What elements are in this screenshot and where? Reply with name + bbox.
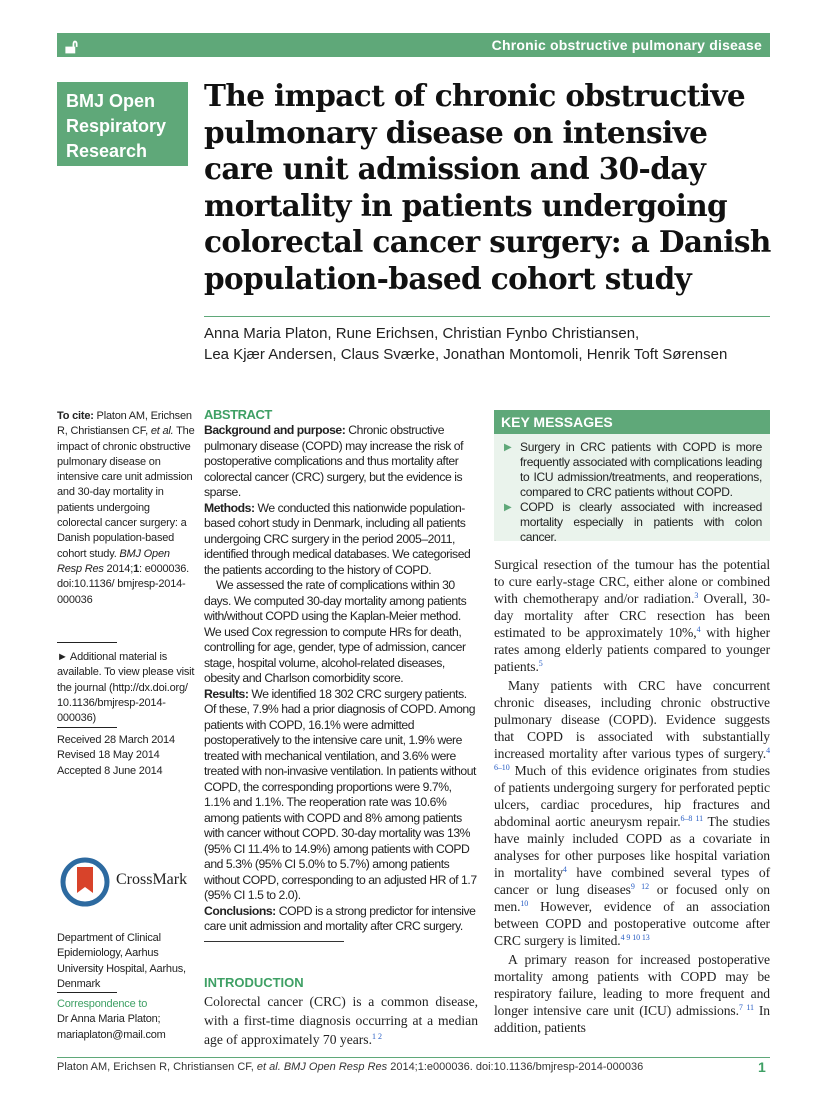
footer-citation: Platon AM, Erichsen R, Christiansen CF, et al. BMJ Open Resp Res 2014;1:e000036. doi:10.1136/bmjresp-2014-000036 [57, 1061, 644, 1073]
correspondence-name: Dr Anna Maria Platon; [57, 1013, 161, 1026]
citation-ref[interactable]: 4 [562, 865, 567, 874]
additional-material-link[interactable]: ► Additional material is available. To view please visit the journal (http://dx.doi.org/ 10.1136/bmjresp-2014-000036) [57, 651, 195, 725]
abstract-methods-cont: We assessed the rate of complications within 30 days. We computed 30-day mortality among patients with/without COPD using the Kaplan-Meier method. We used Cox regression to compute HRs for death, controlling for age, gender, type of admission, cancer stage, hospital volume, alcohol-related diseases, obesity and Charlson comorbidity score. [204, 578, 467, 685]
text-run: Surgical resection of the tumour has the potential to cure early-stage CRC, either alone or combined with chemotherapy and/or radiation. [494, 557, 770, 606]
revised-date: Revised 18 May 2014 [57, 749, 160, 762]
divider [204, 316, 770, 317]
bullet-triangle-icon: ▶ [504, 502, 512, 513]
citation-ref[interactable]: 7 11 [738, 1003, 754, 1012]
divider [57, 1057, 770, 1058]
citation-ref[interactable]: 1 2 [371, 1032, 382, 1041]
text-run: A primary reason for increased postoperative mortality among patients with COPD may be respiratory failure, leading to more frequent and longer intensive care unit (ICU) admissions. [494, 952, 770, 1018]
citation-ref[interactable]: 4 6–10 [494, 746, 770, 772]
citation-ref[interactable]: 4 [696, 625, 701, 634]
citation-ref[interactable]: 4 9 10 13 [620, 933, 650, 942]
body-paragraph [494, 951, 770, 1036]
text-run: In addition, patients [494, 1003, 770, 1035]
divider [57, 642, 117, 643]
body-paragraph [494, 556, 770, 675]
text-run: with higher rates among elderly patients compared to younger patients. [494, 625, 770, 674]
divider [57, 727, 117, 728]
journal-name-line: Research [66, 141, 148, 161]
journal-name-line: BMJ Open [66, 91, 156, 111]
citation-box: To cite: Platon AM, Erichsen R, Christiansen CF, et al. The impact of chronic obstructive pulmonary disease on intensive care unit admission and 30-day mortality in patients undergoing colorectal cancer surgery: a Danish population-based cohort study. BMJ Open Resp Res 2014;1: e000036. doi:10.1136/ bmjresp-2014-000036 [57, 410, 195, 606]
crossmark-label: CrossMark [116, 871, 188, 888]
text-run: Much of this evidence originates from studies of patients undergoing surgery for perforated peptic ulcers, cardiac procedures, hip fractures and abdominal aortic aneurysm repair. [494, 763, 770, 829]
citation-ref[interactable]: 5 [538, 659, 543, 668]
page-number: 1 [758, 1059, 766, 1075]
text-run: Colorectal cancer (CRC) is a common disease, with a first-time diagnosis occurring at a median age of approximately 70 years. [204, 994, 478, 1047]
affiliation: Department of Clinical Epidemiology, Aarhus University Hospital, Aarhus, Denmark [57, 932, 186, 990]
authors-line: Lea Kjær Andersen, Claus Sværke, Jonathan Montomoli, Henrik Toft Sørensen [204, 346, 728, 363]
article-title: The impact of chronic obstructive pulmonary disease on intensive care unit admission and 30-day mortality in patients undergoing colorectal cancer surgery: a Danish population-based cohort study [204, 78, 771, 296]
text-run: Many patients with CRC have concurrent chronic diseases, including chronic obstructive pulmonary disease (COPD). Evidence suggests that COPD is associated with substantially increased mortality after various types of surgery. [494, 678, 770, 761]
citation-ref[interactable]: 10 [520, 899, 529, 908]
introduction-text [204, 992, 478, 1049]
journal-name-line: Respiratory [66, 116, 167, 136]
key-messages-box [494, 410, 770, 544]
citation-ref[interactable]: 9 12 [630, 882, 649, 891]
author-list [204, 323, 774, 365]
body-text [494, 556, 770, 1036]
abstract-results: Results: We identified 18 302 CRC surgery patients. Of these, 7.9% had a prior diagnosis of COPD. Among patients with COPD, 16.1% were admitted postoperatively to the intensive care unit, 1.9% were treated with mechanical ventilation, and 3.6% were treated with non-invasive ventilation. In patients without COPD, the corresponding proportions were 9.7%, 1.1% and 1.1%. The reoperation rate was 10.6% among patients with COPD and 8% among patients with cancer without COPD. 30-day mortality was 13% (95% CI 11.4% to 14.9%) among patients with COPD and 5.3% (95% CI 5.0% to 5.7%) among patients without COPD, corresponding to an adjusted HR of 1.7 (95% CI 1.5 to 2.0). [204, 686, 477, 902]
divider [57, 992, 117, 993]
open-access-icon: 🔓︎ [65, 34, 78, 58]
abstract-background: Background and purpose: Chronic obstructive pulmonary disease (COPD) may increase the risk of postoperative complications and thus mortality after colorectal cancer (CRC) surgery, but the evidence is sparse. [204, 423, 464, 499]
key-message-item: ▶ COPD is clearly associated with increased mortality especially in patients with colon cancer. [504, 500, 762, 544]
text-run: or focused only on men. [494, 882, 770, 914]
key-message-item: ▶ Surgery in CRC patients with COPD is more frequently associated with complications leading to ICU admission/treatments, and reoperations, compared to CRC patients without COPD. [504, 440, 762, 499]
bullet-triangle-icon: ▶ [504, 442, 512, 453]
authors-line: Anna Maria Platon, Rune Erichsen, Christian Fynbo Christiansen, [204, 325, 640, 342]
body-paragraph [494, 677, 770, 949]
citation-ref[interactable]: 3 [694, 591, 699, 600]
article-dates [57, 733, 197, 779]
key-messages-heading: KEY MESSAGES [494, 410, 770, 434]
divider [204, 941, 344, 942]
received-date: Received 28 March 2014 [57, 734, 175, 746]
crossmark-icon [60, 857, 110, 907]
introduction-heading: INTRODUCTION [204, 975, 304, 990]
journal-logo [57, 82, 188, 166]
text-run: However, evidence of an association between COPD and postoperative outcome after CRC surgery is limited. [494, 899, 770, 948]
text-run: Overall, 30-day mortality after CRC resection has been estimated to be approximately 10%, [494, 591, 770, 640]
section-header-bar [57, 33, 770, 57]
abstract-conclusions: Conclusions: COPD is a strong predictor for intensive care unit admission and mortality after CRC surgery. [204, 903, 476, 933]
correspondence-label: Correspondence to [57, 998, 148, 1010]
accepted-date: Accepted 8 June 2014 [57, 764, 163, 777]
abstract-heading: ABSTRACT [204, 407, 272, 422]
citation-ref[interactable]: 6–8 11 [680, 814, 704, 823]
abstract-methods: Methods: We conducted this nationwide population-based cohort study in Denmark, including all patients undergoing CRC surgery in the period 2005–2011, identified through medical databases. We categorised the patients according to the history of COPD. [204, 500, 471, 577]
section-label: Chronic obstructive pulmonary disease [491, 37, 762, 53]
correspondence-email[interactable]: mariaplaton@mail.com [57, 1028, 166, 1041]
abstract [204, 407, 478, 935]
text-run: The studies have mainly included COPD as a covariate in analyses for other purposes like hospital variation in mortality [494, 814, 771, 880]
text-run: have combined several types of cancer or lung diseases [494, 865, 771, 897]
crossmark-button[interactable] [60, 857, 200, 907]
correspondence [57, 997, 197, 1043]
